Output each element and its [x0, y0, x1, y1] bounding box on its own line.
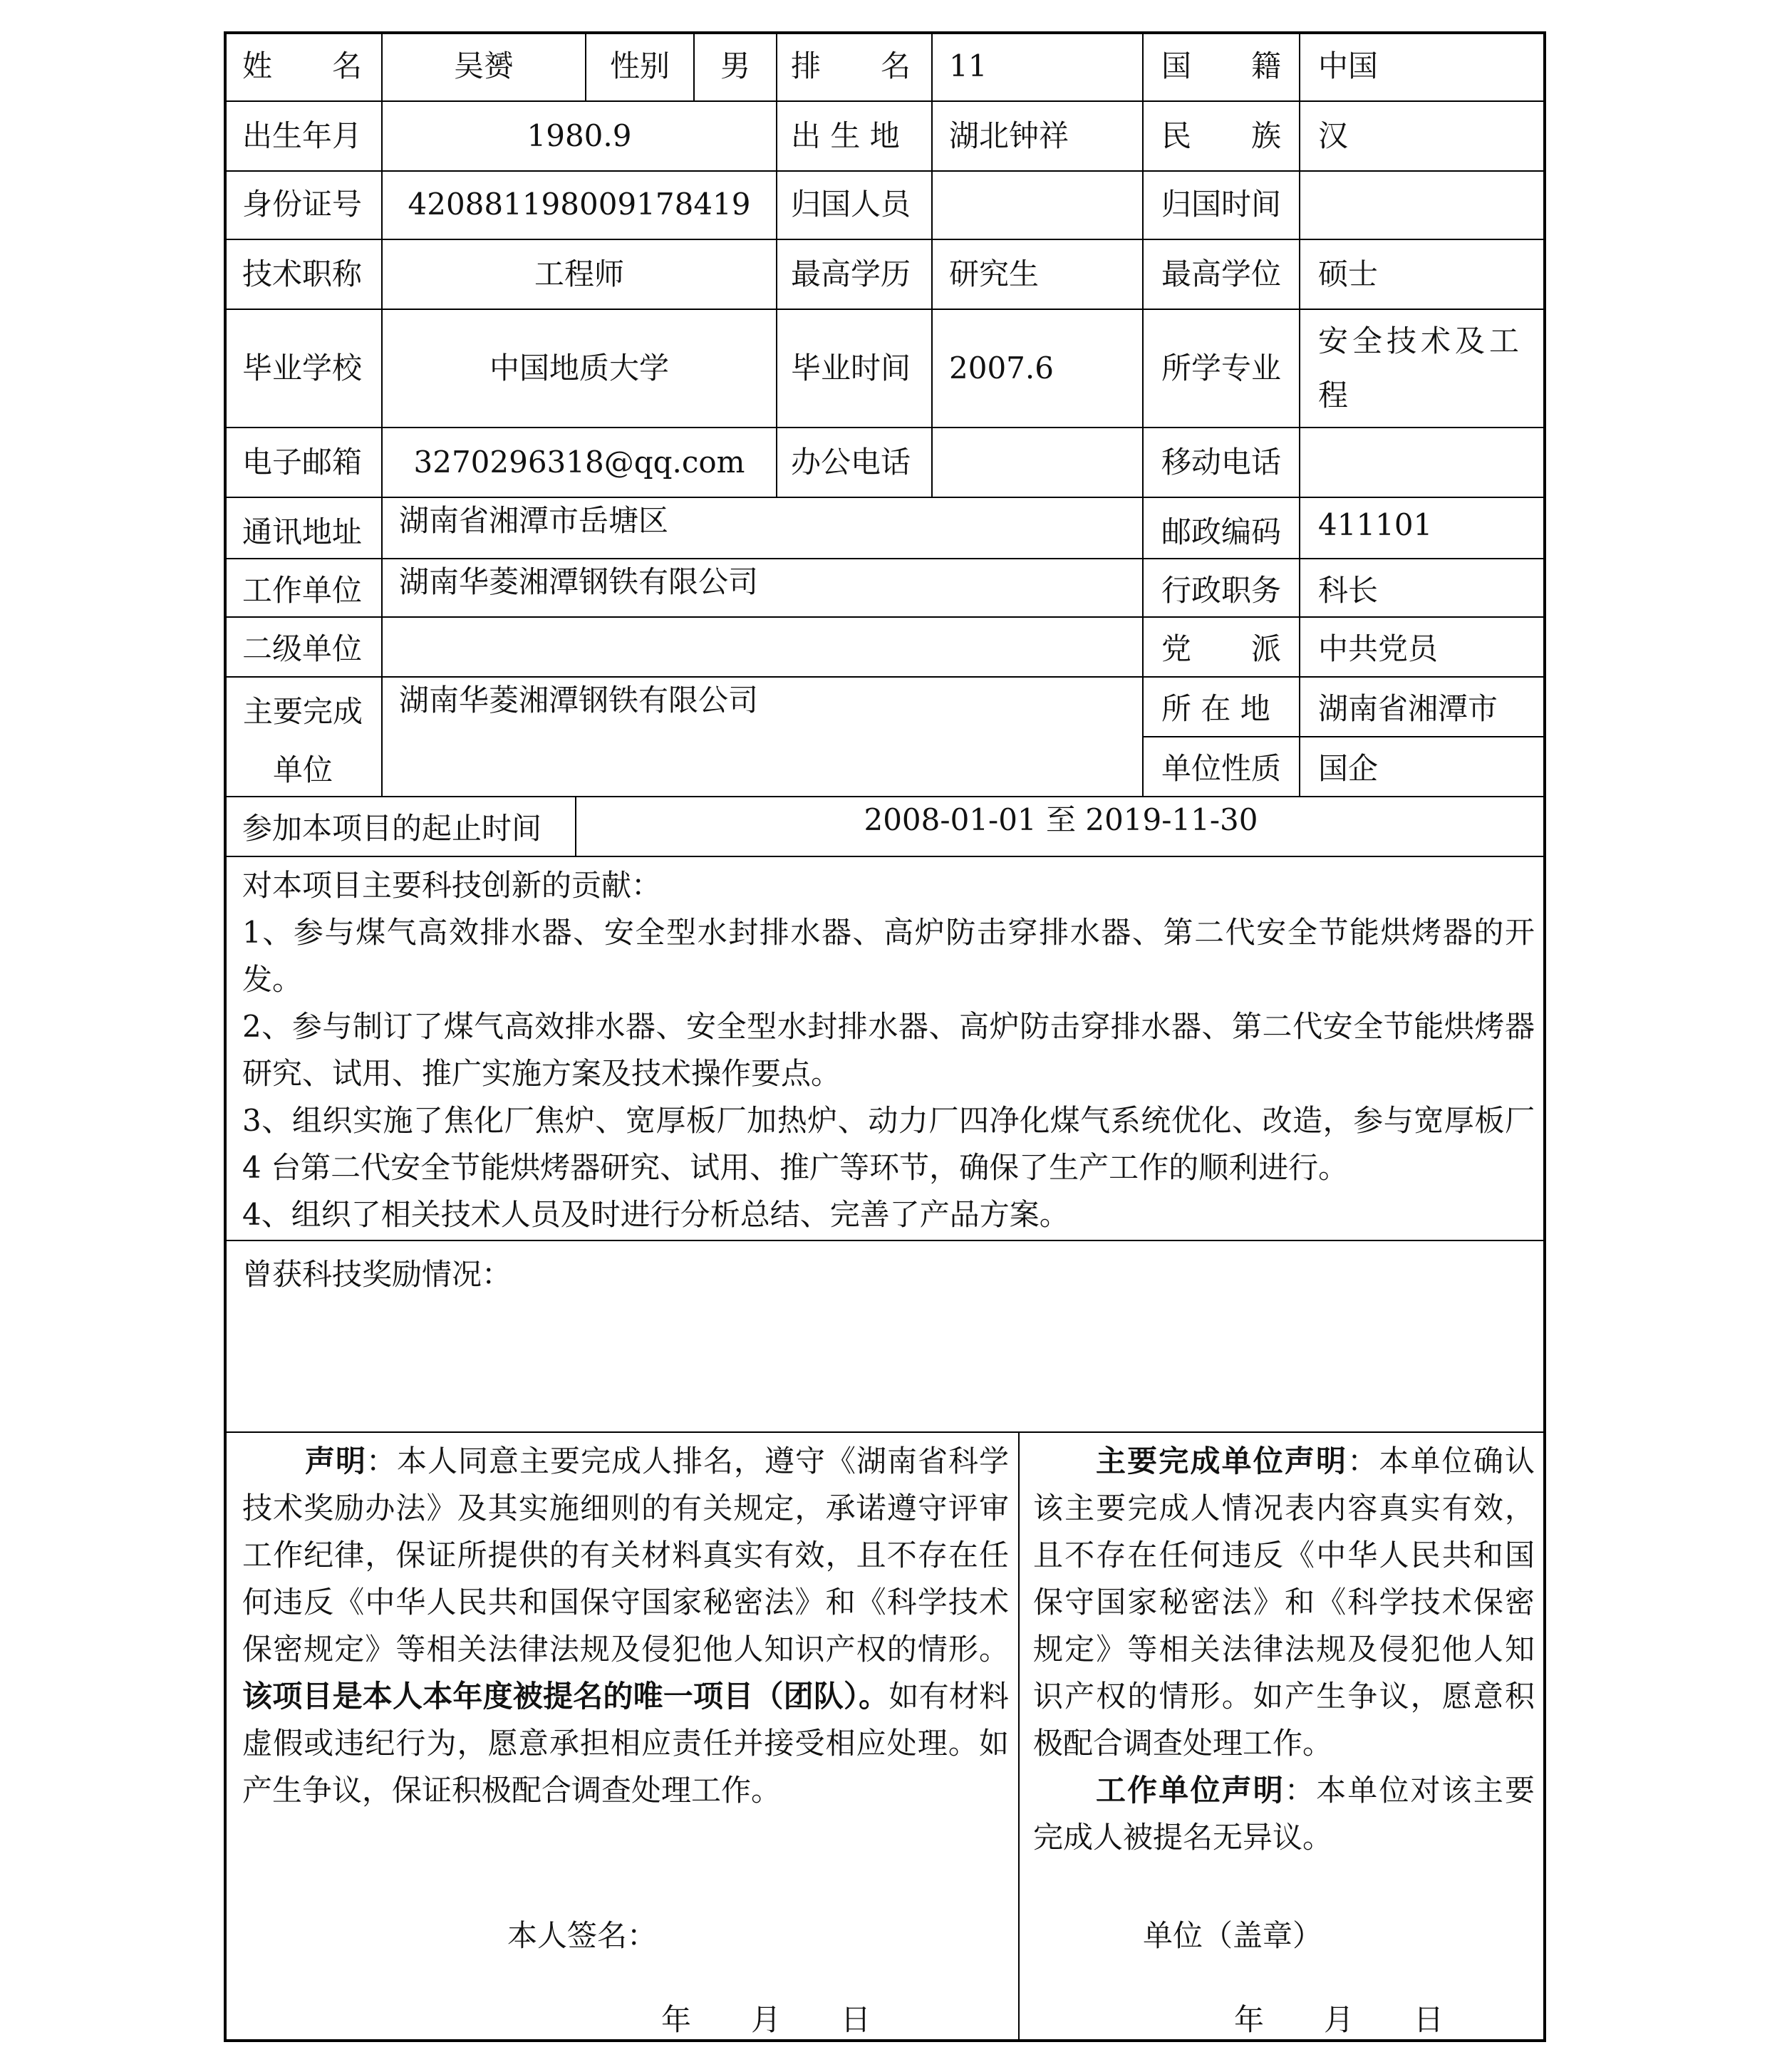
- label-rank: 排 名: [791, 48, 911, 83]
- contribution-item: 2、参与制订了煤气高效排水器、安全型水封排水器、高炉防击穿排水器、第二代安全节能烘烤器研究、试用、推广实施方案及技术操作要点。: [242, 1009, 1535, 1091]
- value-unit-type: 国企: [1318, 751, 1379, 786]
- value-tech-title: 工程师: [534, 257, 624, 291]
- awards-heading: 曾获科技奖励情况：: [242, 1257, 512, 1292]
- nominee-info-form: [224, 31, 1546, 2042]
- label-party: 党 派: [1161, 631, 1282, 666]
- value-postcode: 411101: [1318, 507, 1433, 542]
- label-work-unit: 工作单位: [242, 573, 363, 608]
- contribution-item: 3、组织实施了焦化厂焦炉、宽厚板厂加热炉、动力厂四净化煤气系统优化、改造，参与宽厚板厂 4 台第二代安全节能烘烤器研究、试用、推广等环节，确保了生产工作的顺利进行。: [242, 1103, 1535, 1185]
- label-birth: 出生年月: [242, 118, 363, 153]
- main-unit-declaration-text: ：本单位确认该主要完成人情况表内容真实有效，且不存在任何违反《中华人民共和国保守国家秘密法》和《科学技术保密规定》等相关法律法规及侵犯他人知识产权的情形。如产生争议，愿意积极配合调查处理工作。: [1033, 1444, 1535, 1761]
- unit-declaration-date: 年 月 日: [1234, 2002, 1444, 2037]
- label-unit-type: 单位性质: [1161, 751, 1282, 786]
- label-birthplace: 出 生 地: [791, 118, 900, 153]
- contribution-item: 4、组织了相关技术人员及时进行分析总结、完善了产品方案。: [242, 1197, 1069, 1232]
- value-rank: 11: [949, 48, 988, 83]
- declaration-date: 年 月 日: [661, 2002, 871, 2037]
- label-return-time: 归国时间: [1161, 187, 1282, 222]
- label-office-phone: 办公电话: [791, 445, 911, 480]
- label-id-number: 身份证号: [242, 187, 363, 222]
- label-education: 最高学历: [791, 257, 911, 291]
- value-degree: 硕士: [1318, 257, 1379, 291]
- value-major-line2: 程: [1318, 378, 1349, 413]
- label-major: 所学专业: [1161, 351, 1282, 385]
- value-party: 中共党员: [1318, 631, 1439, 666]
- declaration-label: 声明: [305, 1444, 366, 1478]
- label-grad-time: 毕业时间: [791, 351, 911, 385]
- declaration-bold-statement: 该项目是本人本年度被提名的唯一项目（团队）。: [242, 1679, 889, 1714]
- label-main-unit-line1: 主要完成: [242, 694, 363, 729]
- personal-declaration: [242, 1438, 1009, 1814]
- value-education: 研究生: [949, 257, 1040, 291]
- value-work-unit: 湖南华菱湘潭钢铁有限公司: [399, 564, 759, 599]
- declaration-text-2: 如有材料虚假或违纪行为，愿意承担相应责任并接受相应处理。如产生争议，保证积极配合调查处理工作。: [242, 1679, 1009, 1808]
- contribution-section: [242, 862, 1535, 1238]
- label-school: 毕业学校: [242, 351, 363, 385]
- value-location: 湖南省湘潭市: [1318, 691, 1498, 726]
- label-gender: 性别: [609, 48, 670, 83]
- value-birth: 1980.9: [527, 118, 632, 153]
- label-admin-post: 行政职务: [1161, 573, 1282, 608]
- work-unit-declaration-text: ：本单位对该主要完成人被提名无异议。: [1033, 1773, 1535, 1855]
- label-ethnicity: 民 族: [1161, 118, 1282, 153]
- main-unit-declaration-label: 主要完成单位声明: [1096, 1444, 1348, 1478]
- label-participation-period: 参加本项目的起止时间: [242, 811, 542, 846]
- unit-seal-label: 单位（盖章）: [1143, 1918, 1323, 1953]
- label-second-unit: 二级单位: [242, 631, 363, 666]
- label-email: 电子邮箱: [242, 445, 363, 480]
- label-name: 姓 名: [242, 48, 363, 83]
- declaration-text: ：本人同意主要完成人排名，遵守《湖南省科学技术奖励办法》及其实施细则的有关规定，承诺遵守评审工作纪律，保证所提供的有关材料真实有效，且不存在任何违反《中华人民共和国保守国家秘密法》和《科学技术保密规定》等相关法律法规及侵犯他人知识产权的情形。: [242, 1444, 1009, 1667]
- label-postcode: 邮政编码: [1161, 514, 1282, 549]
- value-main-unit: 湖南华菱湘潭钢铁有限公司: [399, 683, 759, 718]
- value-participation-period: 2008-01-01 至 2019-11-30: [864, 802, 1258, 837]
- label-location: 所 在 地: [1161, 691, 1270, 726]
- value-birthplace: 湖北钟祥: [949, 118, 1069, 153]
- signature-label: 本人签名：: [507, 1918, 658, 1953]
- work-unit-declaration-label: 工作单位声明: [1096, 1773, 1285, 1808]
- value-grad-time: 2007.6: [949, 351, 1054, 385]
- value-address: 湖南省湘潭市岳塘区: [399, 503, 669, 538]
- value-id-number: 420881198009178419: [408, 187, 751, 222]
- label-nationality: 国 籍: [1161, 48, 1282, 83]
- value-admin-post: 科长: [1318, 573, 1379, 608]
- label-tech-title: 技术职称: [242, 257, 363, 291]
- value-major-line1: 安全技术及工: [1318, 323, 1524, 358]
- label-mobile: 移动电话: [1161, 445, 1282, 480]
- value-nationality: 中国: [1318, 48, 1379, 83]
- value-email: 3270296318@qq.com: [413, 445, 745, 480]
- label-degree: 最高学位: [1161, 257, 1282, 291]
- contribution-heading: 对本项目主要科技创新的贡献：: [242, 868, 662, 903]
- value-gender: 男: [720, 48, 750, 83]
- unit-declaration: [1033, 1438, 1535, 1861]
- label-address: 通讯地址: [242, 514, 363, 549]
- label-returnee: 归国人员: [791, 187, 911, 222]
- label-main-unit-line2: 单位: [272, 752, 333, 787]
- value-school: 中国地质大学: [489, 351, 669, 385]
- contribution-item: 1、参与煤气高效排水器、安全型水封排水器、高炉防击穿排水器、第二代安全节能烘烤器的开发。: [242, 915, 1535, 997]
- value-ethnicity: 汉: [1318, 118, 1349, 153]
- value-name: 吴赟: [453, 48, 514, 83]
